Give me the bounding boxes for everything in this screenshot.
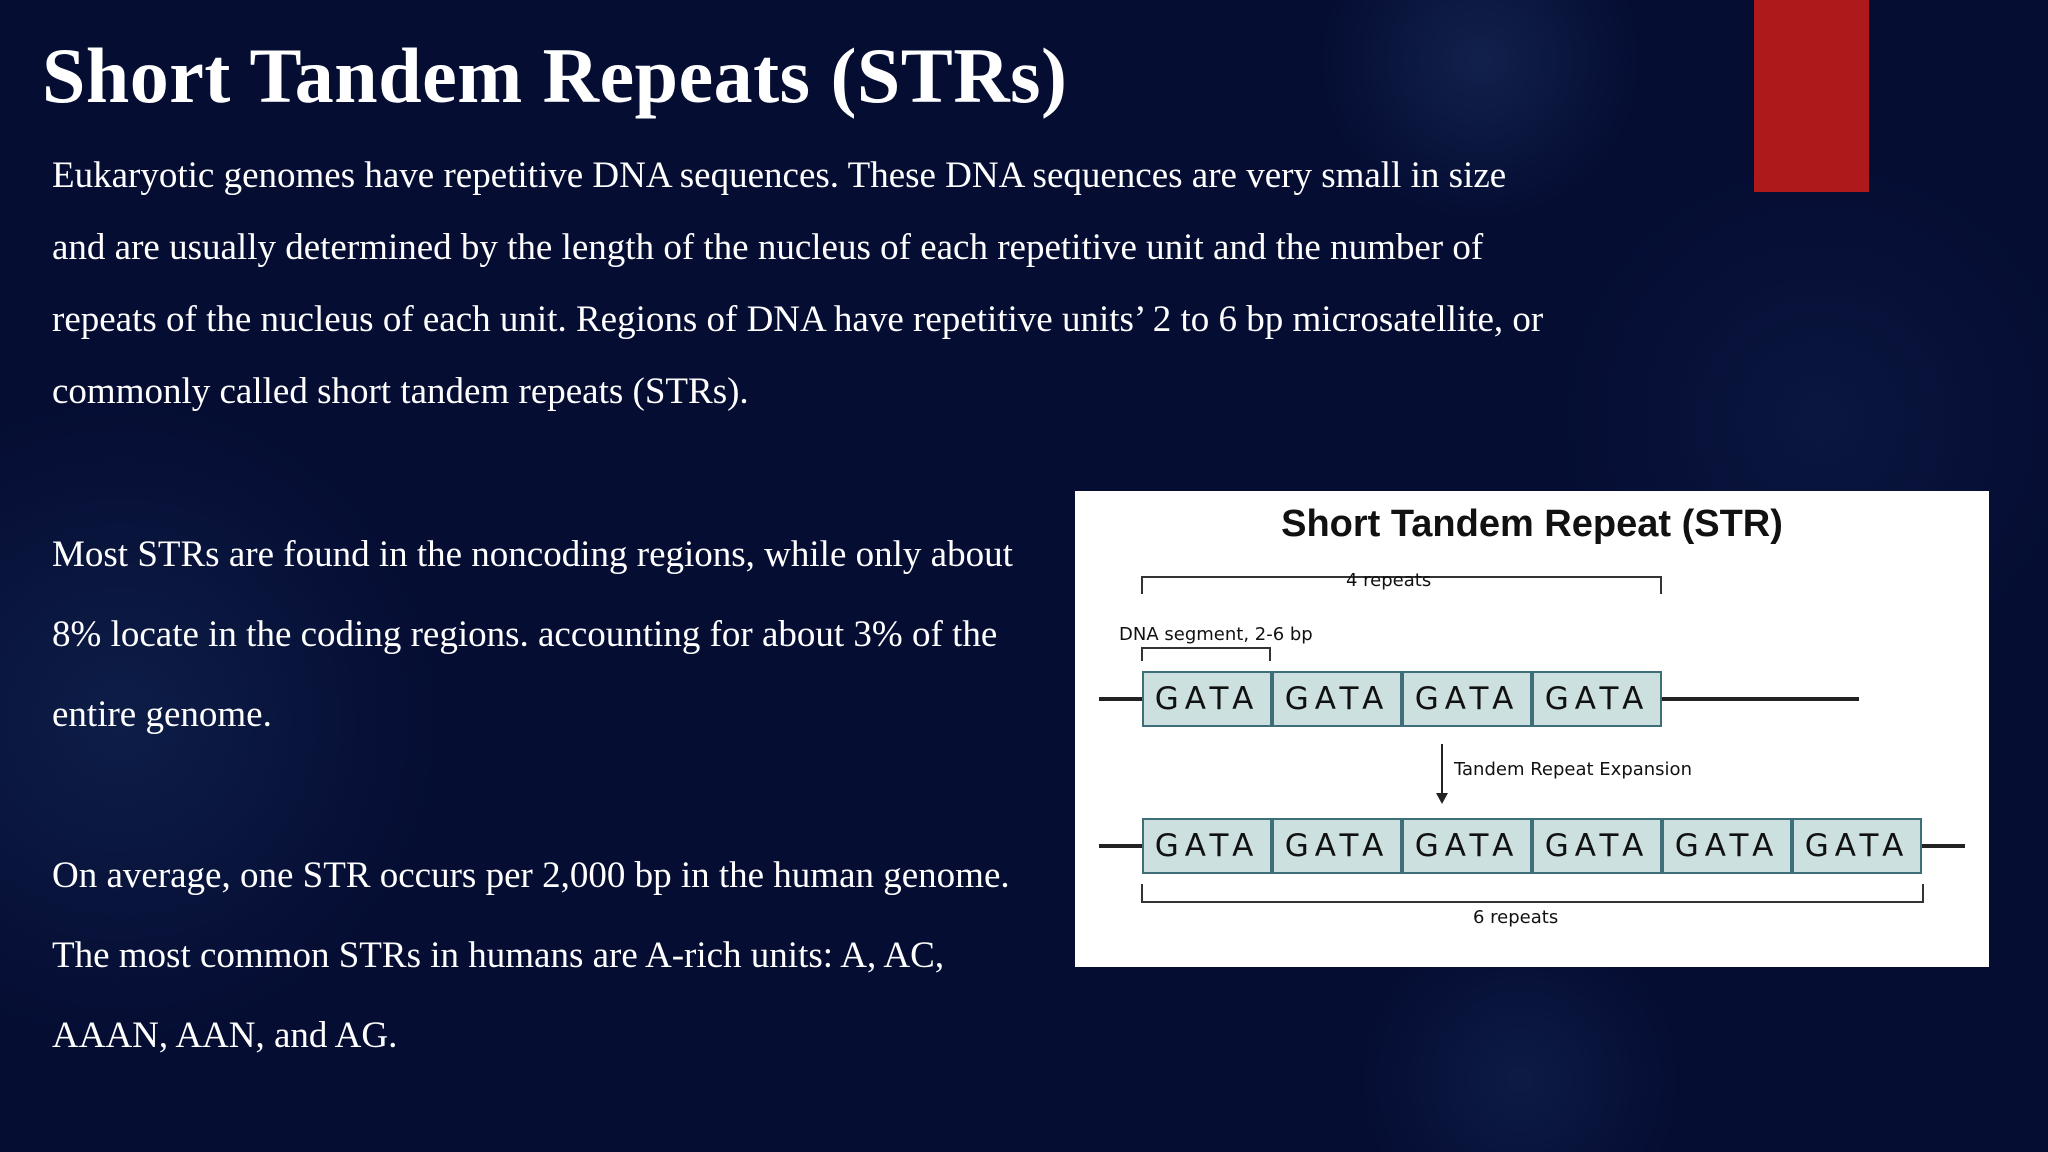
expansion-label: Tandem Repeat Expansion	[1454, 759, 1692, 780]
six-repeats-bracket	[1142, 884, 1923, 902]
repeat-unit: GATA	[1662, 818, 1792, 874]
repeat-unit: GATA	[1402, 818, 1532, 874]
repeat-unit: GATA	[1402, 671, 1532, 727]
segment-bracket	[1142, 648, 1270, 661]
intro-paragraph: Eukaryotic genomes have repetitive DNA sequences. These DNA sequences are very small in size and are usually determined by the length of the nucleus of each repetitive unit and the number of repeats of the nucleus of each unit. Regions of DNA have repetitive units’ 2 to 6 bp microsatellite, or commonly called short tandem repeats (STRs).	[52, 155, 1544, 412]
repeat-unit: GATA	[1272, 818, 1402, 874]
segment-label: DNA segment, 2-6 bp	[1119, 624, 1313, 645]
slide-title: Short Tandem Repeats (STRs)	[42, 32, 1068, 119]
noncoding-paragraph: Most STRs are found in the noncoding regions, while only about 8% locate in the coding regions. accounting for about 3% of the entire genome.	[52, 534, 1013, 735]
six-repeats-label: 6 repeats	[1473, 907, 1559, 928]
repeat-unit: GATA	[1532, 671, 1662, 727]
repeat-unit: GATA	[1792, 818, 1922, 874]
diagram-lines	[1075, 491, 1989, 967]
four-repeats-label: 4 repeats	[1346, 570, 1432, 591]
repeat-unit: GATA	[1142, 818, 1272, 874]
accent-bar	[1754, 0, 1869, 192]
repeat-unit: GATA	[1532, 818, 1662, 874]
repeat-unit: GATA	[1142, 671, 1272, 727]
expansion-arrow-head	[1436, 793, 1448, 804]
str-diagram	[1075, 491, 1989, 967]
diagram-title: Short Tandem Repeat (STR)	[1281, 503, 1783, 545]
repeat-unit: GATA	[1272, 671, 1402, 727]
frequency-paragraph: On average, one STR occurs per 2,000 bp in the human genome. The most common STRs in humans are A-rich units: A, AC, AAAN, AAN, and AG.	[52, 855, 1010, 1056]
